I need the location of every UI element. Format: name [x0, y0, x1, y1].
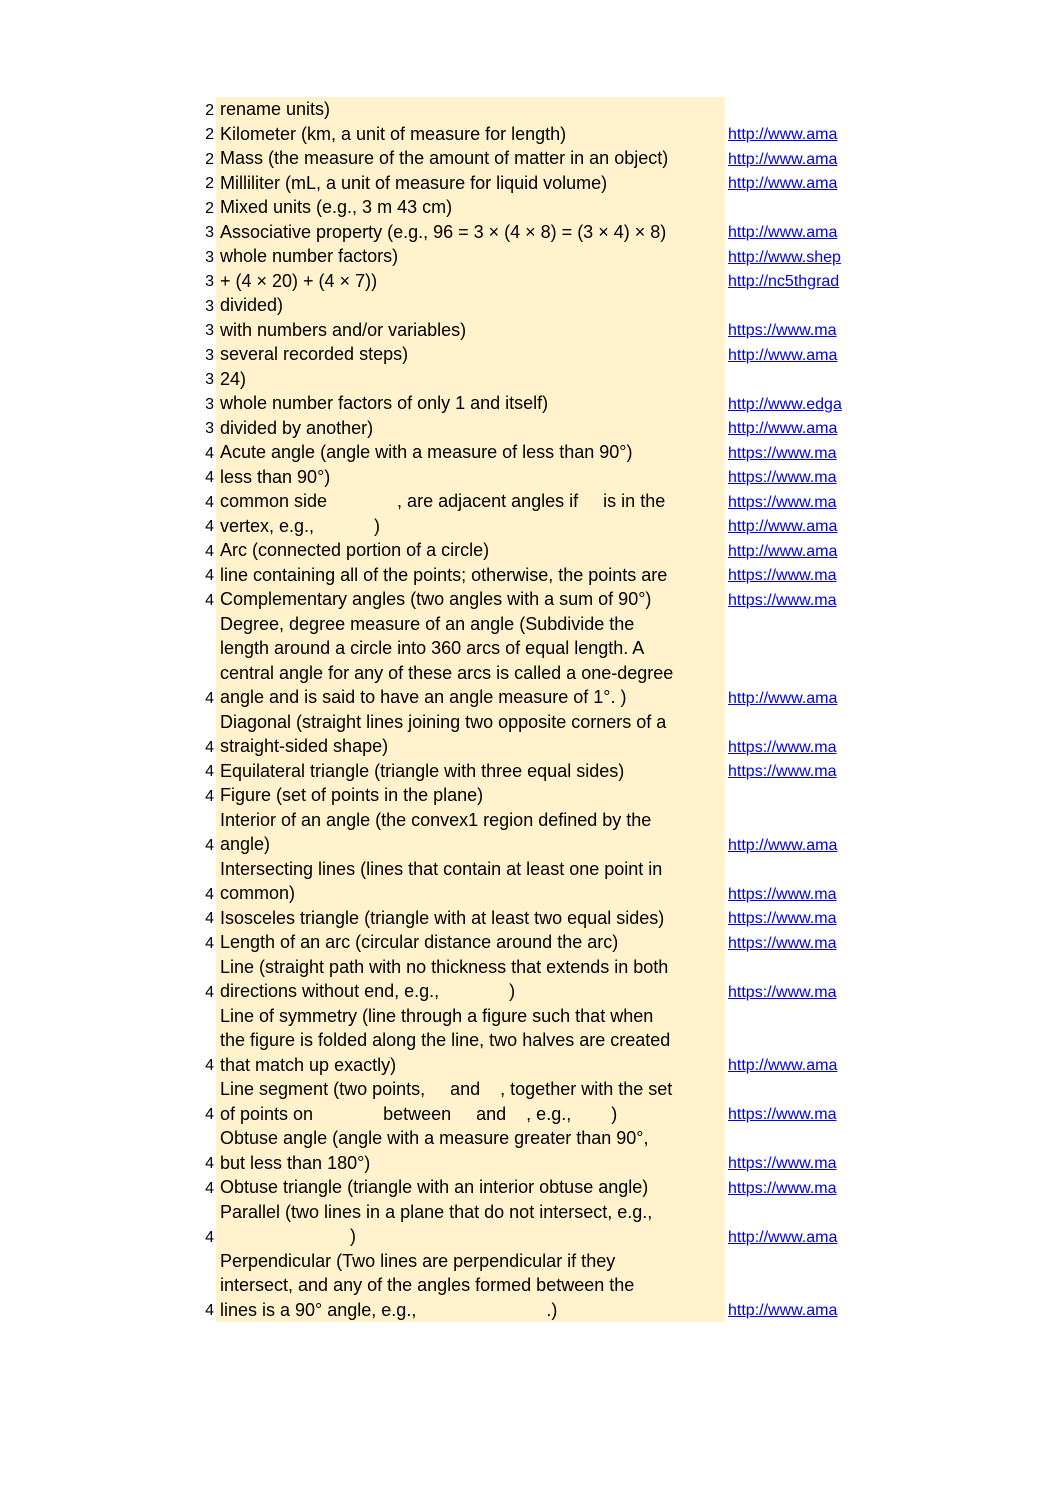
grade-cell: 4: [205, 738, 214, 756]
term-text-line: 24): [220, 368, 247, 389]
grade-cell: 4: [205, 518, 214, 535]
term-text-line: central angle for any of these arcs is called a one-degree: [220, 662, 674, 683]
table-row: [196, 244, 850, 269]
table-row: [196, 367, 850, 392]
vocabulary-table: [196, 97, 850, 1322]
term-cell: [216, 808, 725, 857]
term-text-line: that match up exactly): [220, 1054, 397, 1075]
term-cell: [216, 391, 725, 416]
grade-cell: 4: [205, 1302, 214, 1319]
term-cell: [216, 1004, 725, 1078]
term-text-line: common): [220, 883, 296, 903]
grade-cell: 4: [205, 787, 214, 805]
grade-cell: 3: [205, 371, 214, 388]
term-text-line: whole number factors): [220, 246, 399, 266]
table-row: [196, 171, 850, 196]
term-text-line: Line segment (two points, and , together with the set: [220, 1079, 673, 1099]
grade-cell: 4: [205, 567, 214, 584]
term-cell: [216, 587, 725, 612]
term-text-line: Perpendicular (Two lines are perpendicular if they: [220, 1250, 616, 1271]
grade-cell: 4: [205, 469, 214, 486]
table-row: [196, 195, 850, 220]
table-row: [196, 391, 850, 416]
term-text-line: but less than 180°): [220, 1152, 371, 1173]
term-text-line: angle and is said to have an angle measure of 1°. ): [220, 687, 627, 707]
term-cell: [216, 195, 725, 220]
term-text-line: whole number factors of only 1 and itself): [220, 393, 549, 413]
resource-link[interactable]: https://www.ma: [728, 1179, 837, 1197]
term-text-line: of points on between and , e.g., ): [220, 1103, 618, 1124]
grade-cell: 4: [205, 910, 214, 927]
resource-link[interactable]: http://www.ama: [728, 224, 838, 241]
table-row: [196, 1077, 850, 1126]
term-text-line: line containing all of the points; otherwise, the points are: [220, 564, 668, 585]
term-cell: [216, 1175, 725, 1200]
table-row: [196, 1126, 850, 1175]
table-row: [196, 783, 850, 808]
term-cell: [216, 857, 725, 906]
table-row: [196, 122, 850, 147]
resource-link[interactable]: http://www.ama: [728, 1057, 838, 1074]
resource-link[interactable]: http://www.ama: [728, 689, 838, 707]
term-cell: [216, 465, 725, 490]
term-cell: [216, 220, 725, 245]
table-row: [196, 955, 850, 1004]
term-text-line: length around a circle into 360 arcs of equal length. A: [220, 638, 645, 658]
term-text-line: divided): [220, 295, 284, 315]
term-cell: [216, 293, 725, 318]
spreadsheet-page: [196, 97, 850, 1322]
term-cell: [216, 318, 725, 343]
term-text-line: Associative property (e.g., 96 = 3 × (4 × 8) = (3 × 4) × 8): [220, 221, 667, 242]
table-row: [196, 293, 850, 318]
term-text-line: Figure (set of points in the plane): [220, 785, 484, 805]
term-text-line: Arc (connected portion of a circle): [220, 540, 490, 560]
table-row: [196, 465, 850, 490]
term-cell: [216, 1200, 725, 1249]
term-cell: [216, 244, 725, 269]
table-row: [196, 220, 850, 245]
grade-cell: 2: [205, 150, 214, 168]
term-text-line: Parallel (two lines in a plane that do not intersect, e.g.,: [220, 1201, 653, 1222]
grade-cell: 4: [205, 444, 214, 462]
resource-link[interactable]: http://www.ama: [728, 150, 838, 168]
term-text-line: directions without end, e.g., ): [220, 981, 516, 1001]
term-cell: [216, 171, 725, 196]
grade-cell: 4: [205, 591, 214, 609]
resource-link[interactable]: http://www.ama: [728, 346, 838, 364]
resource-link[interactable]: http://www.ama: [728, 126, 838, 143]
term-text-line: straight-sided shape): [220, 736, 389, 756]
term-cell: [216, 269, 725, 294]
term-cell: [216, 538, 725, 563]
grade-cell: 4: [205, 689, 214, 707]
table-row: [196, 612, 850, 710]
table-row: [196, 759, 850, 784]
resource-link[interactable]: https://www.ma: [728, 763, 837, 780]
grade-cell: 2: [205, 199, 214, 217]
table-row: [196, 538, 850, 563]
term-text-line: Equilateral triangle (triangle with three equal sides): [220, 760, 625, 781]
table-row: [196, 930, 850, 955]
term-text-line: ): [220, 1226, 357, 1246]
table-row: [196, 440, 850, 465]
term-text-line: Acute angle (angle with a measure of less than 90°): [220, 442, 633, 462]
resource-link[interactable]: http://www.ama: [728, 420, 838, 437]
term-cell: [216, 514, 725, 539]
grade-cell: 3: [205, 297, 214, 315]
term-text-line: + (4 × 20) + (4 × 7)): [220, 270, 378, 291]
resource-link[interactable]: https://www.ma: [728, 567, 837, 584]
term-text-line: Kilometer (km, a unit of measure for length): [220, 123, 567, 144]
resource-link[interactable]: http://www.ama: [728, 518, 838, 535]
term-text-line: vertex, e.g., ): [220, 515, 381, 536]
term-text-line: Degree, degree measure of an angle (Subdivide the: [220, 613, 635, 634]
table-row: [196, 318, 850, 343]
term-cell: [216, 930, 725, 955]
grade-cell: 3: [205, 273, 214, 290]
term-cell: [216, 759, 725, 784]
term-text-line: common side , are adjacent angles if is in the: [220, 491, 666, 511]
term-cell: [216, 1077, 725, 1126]
grade-cell: 2: [205, 175, 214, 192]
resource-link[interactable]: https://www.ma: [728, 983, 837, 1001]
term-cell: [216, 122, 725, 147]
term-text-line: the figure is folded along the line, two halves are created: [220, 1030, 671, 1050]
table-row: [196, 563, 850, 588]
grade-cell: 2: [205, 101, 214, 119]
grade-cell: 3: [205, 248, 214, 266]
term-text-line: Mixed units (e.g., 3 m 43 cm): [220, 197, 453, 217]
grade-cell: 4: [205, 542, 214, 560]
term-text-line: lines is a 90° angle, e.g., .): [220, 1299, 558, 1320]
grade-cell: 4: [205, 763, 214, 780]
term-text-line: Isosceles triangle (triangle with at least two equal sides): [220, 907, 665, 928]
grade-cell: 3: [205, 322, 214, 339]
resource-link[interactable]: https://www.ma: [728, 738, 837, 756]
table-row: [196, 1175, 850, 1200]
table-row: [196, 514, 850, 539]
term-text-line: Intersecting lines (lines that contain at least one point in: [220, 858, 663, 879]
resource-link[interactable]: http://www.ama: [728, 175, 838, 192]
term-text-line: divided by another): [220, 417, 374, 438]
table-row: [196, 146, 850, 171]
term-cell: [216, 489, 725, 514]
resource-link[interactable]: https://www.ma: [728, 444, 837, 462]
term-cell: [216, 1249, 725, 1323]
resource-link[interactable]: https://www.ma: [728, 1106, 837, 1123]
term-text-line: less than 90°): [220, 466, 331, 487]
term-text-line: with numbers and/or variables): [220, 319, 467, 340]
term-cell: [216, 97, 725, 122]
term-text-line: Length of an arc (circular distance around the arc): [220, 932, 619, 952]
grade-cell: 4: [205, 1057, 214, 1074]
term-text-line: angle): [220, 834, 271, 854]
resource-link[interactable]: http://www.ama: [728, 836, 838, 854]
table-row: [196, 342, 850, 367]
term-cell: [216, 367, 725, 392]
grade-cell: 4: [205, 885, 214, 903]
term-text-line: Obtuse angle (angle with a measure greater than 90°,: [220, 1128, 649, 1148]
resource-link[interactable]: http://www.ama: [728, 1228, 838, 1246]
table-row: [196, 1249, 850, 1323]
term-text-line: several recorded steps): [220, 344, 409, 364]
resource-link[interactable]: https://www.ma: [728, 1155, 837, 1172]
table-row: [196, 269, 850, 294]
grade-cell: 3: [205, 395, 214, 413]
term-text-line: Milliliter (mL, a unit of measure for liquid volume): [220, 172, 608, 193]
resource-link[interactable]: https://www.ma: [728, 910, 837, 927]
resource-link[interactable]: http://www.edga: [728, 395, 842, 413]
term-text-line: Mass (the measure of the amount of matter in an object): [220, 148, 669, 168]
term-text-line: Obtuse triangle (triangle with an interior obtuse angle): [220, 1177, 649, 1197]
table-row: [196, 906, 850, 931]
grade-cell: 4: [205, 1155, 214, 1172]
term-text-line: Complementary angles (two angles with a sum of 90°): [220, 589, 652, 609]
table-row: [196, 710, 850, 759]
term-text-line: Diagonal (straight lines joining two opposite corners of a: [220, 711, 667, 732]
grade-cell: 4: [205, 1179, 214, 1197]
term-cell: [216, 563, 725, 588]
resource-link[interactable]: https://www.ma: [728, 934, 837, 952]
grade-cell: 3: [205, 420, 214, 437]
term-text-line: rename units): [220, 99, 331, 119]
table-row: [196, 857, 850, 906]
table-row: [196, 1004, 850, 1078]
resource-link[interactable]: http://nc5thgrad: [728, 273, 840, 290]
term-cell: [216, 783, 725, 808]
term-cell: [216, 955, 725, 1004]
resource-link[interactable]: https://www.ma: [728, 322, 837, 339]
term-text-line: intersect, and any of the angles formed between the: [220, 1275, 635, 1295]
term-text-line: Interior of an angle (the convex1 region defined by the: [220, 809, 652, 830]
term-cell: [216, 342, 725, 367]
resource-link[interactable]: http://www.ama: [728, 1302, 838, 1319]
resource-link[interactable]: https://www.ma: [728, 469, 837, 486]
term-cell: [216, 146, 725, 171]
resource-link[interactable]: https://www.ma: [728, 591, 837, 609]
term-text-line: Line of symmetry (line through a figure such that when: [220, 1005, 654, 1026]
grade-cell: 4: [205, 983, 214, 1001]
term-cell: [216, 440, 725, 465]
term-text-line: Line (straight path with no thickness that extends in both: [220, 956, 669, 977]
grade-cell: 4: [205, 934, 214, 952]
term-cell: [216, 906, 725, 931]
table-row: [196, 416, 850, 441]
term-cell: [216, 1126, 725, 1175]
grade-cell: 4: [205, 493, 214, 511]
resource-link[interactable]: https://www.ma: [728, 493, 837, 511]
term-cell: [216, 416, 725, 441]
grade-cell: 3: [205, 224, 214, 241]
resource-link[interactable]: http://www.shep: [728, 248, 841, 266]
grade-cell: 4: [205, 1106, 214, 1123]
table-row: [196, 587, 850, 612]
table-row: [196, 1200, 850, 1249]
grade-cell: 4: [205, 1228, 214, 1246]
term-cell: [216, 612, 725, 710]
table-row: [196, 808, 850, 857]
term-cell: [216, 710, 725, 759]
resource-link[interactable]: http://www.ama: [728, 542, 838, 560]
grade-cell: 4: [205, 836, 214, 854]
resource-link[interactable]: https://www.ma: [728, 885, 837, 903]
grade-cell: 3: [205, 346, 214, 364]
grade-cell: 2: [205, 126, 214, 143]
table-row: [196, 97, 850, 122]
table-row: [196, 489, 850, 514]
